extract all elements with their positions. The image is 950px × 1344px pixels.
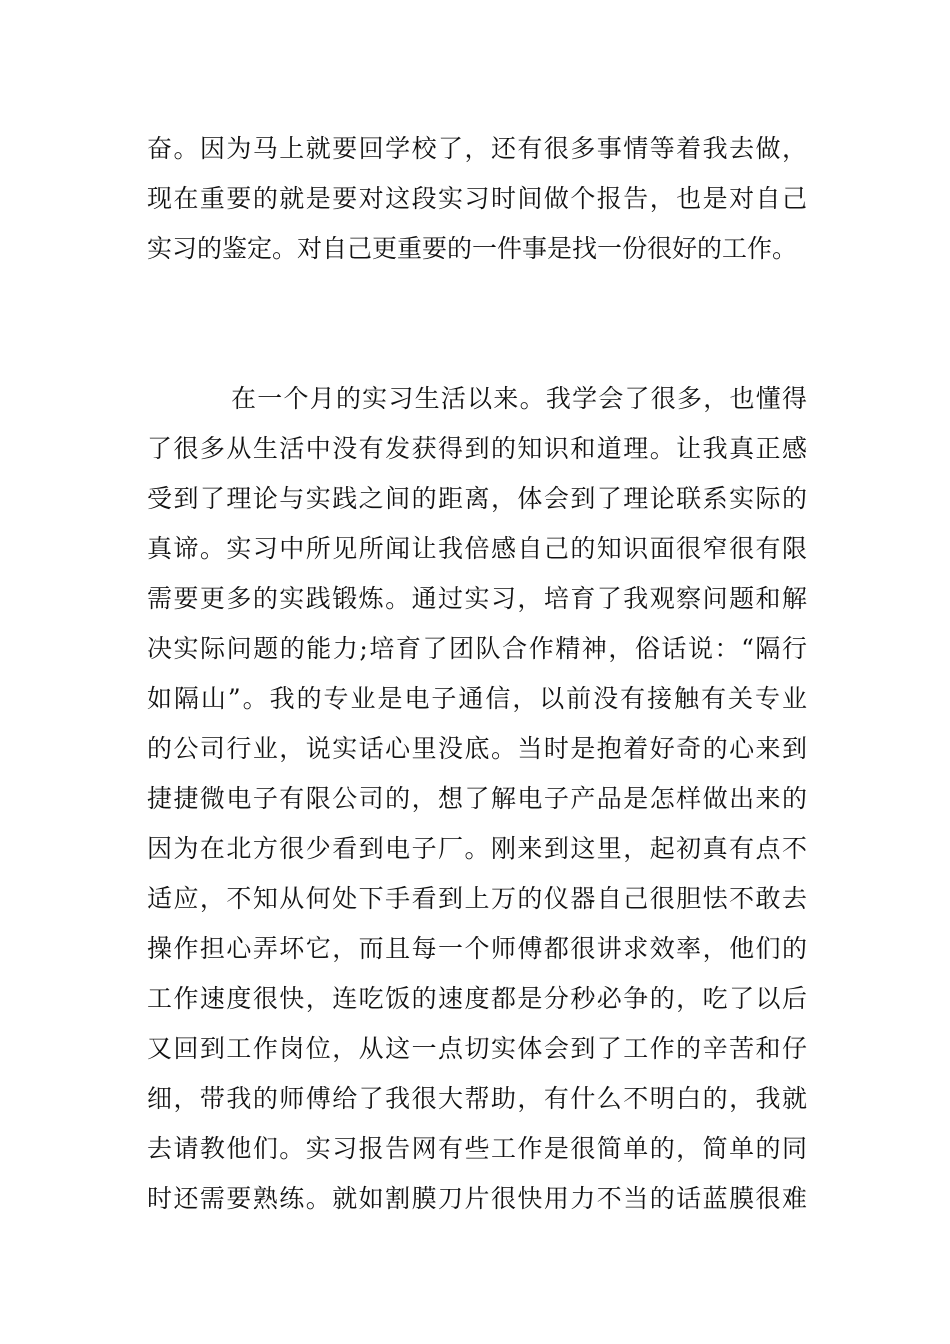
paragraph-line: 操作担心弄坏它，而且每一个师傅都很讲求效率，他们的 <box>147 934 807 963</box>
paragraph-line: 去请教他们。实习报告网有些工作是很简单的，简单的同 <box>147 1134 807 1163</box>
paragraph-line: 的公司行业，说实话心里没底。当时是抱着好奇的心来到 <box>147 734 807 763</box>
paragraph-line: 适应，不知从何处下手看到上万的仪器自己很胆怯不敢去 <box>147 884 807 913</box>
paragraph-first-line: 在一个月的实习生活以来。我学会了很多，也懂得 <box>231 384 807 413</box>
paragraph-line: 细，带我的师傅给了我很大帮助，有什么不明白的，我就 <box>147 1084 807 1113</box>
paragraph-line: 了很多从生活中没有发获得到的知识和道理。让我真正感 <box>147 434 807 463</box>
paragraph-line: 捷捷微电子有限公司的，想了解电子产品是怎样做出来的 <box>147 784 807 813</box>
paragraph-line: 需要更多的实践锻炼。通过实习，培育了我观察问题和解 <box>147 584 807 613</box>
paragraph-line: 奋。因为马上就要回学校了，还有很多事情等着我去做， <box>147 134 807 163</box>
paragraph-line: 因为在北方很少看到电子厂。刚来到这里，起初真有点不 <box>147 834 807 863</box>
paragraph-1 <box>147 124 807 274</box>
paragraph-line: 决实际问题的能力;培育了团队合作精神，俗话说：“隔行 <box>147 634 807 663</box>
paragraph-line: 现在重要的就是要对这段实习时间做个报告，也是对自己 <box>147 184 807 213</box>
paragraph-line: 实习的鉴定。对自己更重要的一件事是找一份很好的工作。 <box>147 234 798 263</box>
paragraph-line: 时还需要熟练。就如割膜刀片很快用力不当的话蓝膜很难 <box>147 1184 807 1213</box>
paragraph-2 <box>147 374 807 1224</box>
paragraph-line: 真谛。实习中所见所闻让我倍感自己的知识面很窄很有限 <box>147 534 807 563</box>
paragraph-line: 又回到工作岗位，从这一点切实体会到了工作的辛苦和仔 <box>147 1034 807 1063</box>
paragraph-line: 受到了理论与实践之间的距离，体会到了理论联系实际的 <box>147 484 807 513</box>
paragraph-line: 工作速度很快，连吃饭的速度都是分秒必争的，吃了以后 <box>147 984 807 1013</box>
paragraph-line: 如隔山”。我的专业是电子通信，以前没有接触有关专业 <box>147 684 807 713</box>
